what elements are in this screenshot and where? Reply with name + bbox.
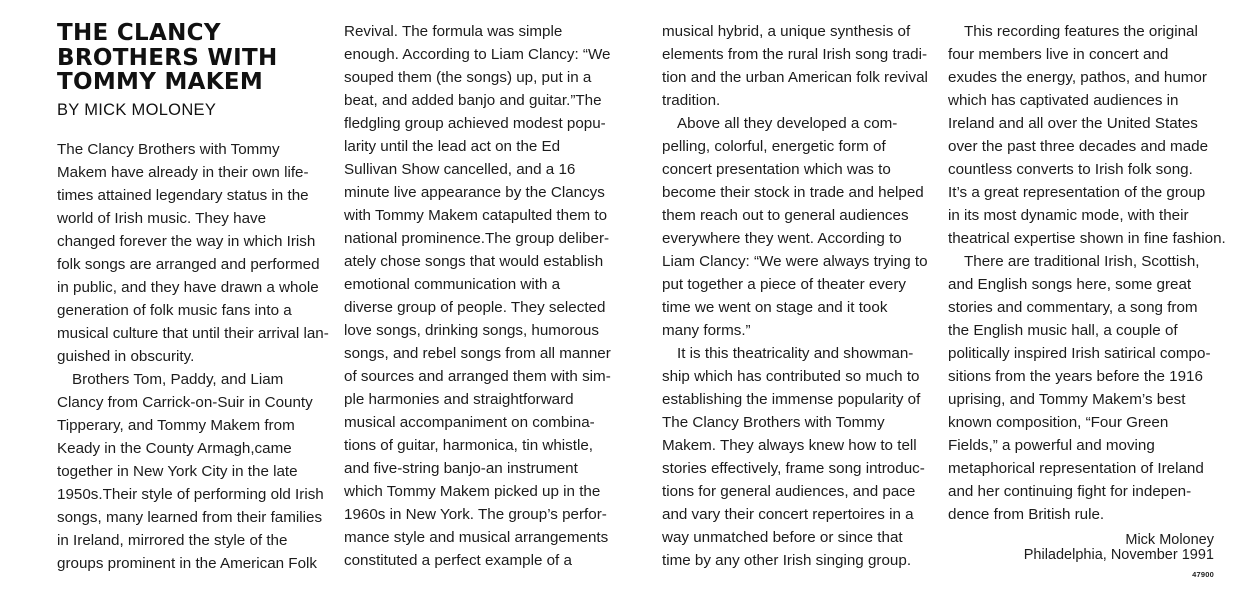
- text-line: everywhere they went. According to: [662, 230, 902, 247]
- text-line: constituted a perfect example of a: [344, 552, 572, 569]
- text-line: politically inspired Irish satirical compo-: [948, 345, 1211, 362]
- text-line: Brothers Tom, Paddy, and Liam: [72, 371, 284, 388]
- text-line: ship which has contributed so much to: [662, 368, 920, 385]
- text-line: elements from the rural Irish song tradi-: [662, 46, 928, 63]
- text-line: and vary their concert repertoires in a: [662, 506, 914, 523]
- text-line: musical accompaniment on combina-: [344, 414, 595, 431]
- text-line: guished in obscurity.: [57, 348, 195, 365]
- title-line: TOMMY MAKEM: [57, 69, 264, 95]
- text-line: concert presentation which was to: [662, 161, 891, 178]
- title-line: BROTHERS WITH: [57, 44, 278, 71]
- text-line: Tipperary, and Tommy Makem from: [57, 417, 295, 434]
- text-line: four members live in concert and: [948, 46, 1169, 63]
- signature-place: Philadelphia, November 1991: [1023, 547, 1214, 563]
- text-line: musical hybrid, a unique synthesis of: [662, 23, 911, 40]
- text-line: metaphorical representation of Ireland: [948, 460, 1204, 477]
- text-line: mance style and musical arrangements: [344, 529, 609, 546]
- text-line: beat, and added banjo and guitar.”The: [344, 92, 602, 109]
- text-line: Revival. The formula was simple: [344, 23, 563, 40]
- text-line: 1950s.Their style of performing old Irish: [57, 486, 324, 503]
- text-line: put together a piece of theater every: [662, 276, 907, 293]
- text-line: time we went on stage and it took: [662, 299, 888, 316]
- text-line: many forms.”: [662, 322, 751, 339]
- text-line: and English songs here, some great: [948, 276, 1192, 293]
- text-line: songs, many learned from their families: [57, 509, 323, 526]
- text-line: which Tommy Makem picked up in the: [344, 483, 601, 500]
- text-line: of sources and arranged them with sim-: [344, 368, 611, 385]
- text-line: national prominence.The group deliber-: [344, 230, 610, 247]
- text-line: and five-string banjo-an instrument: [344, 460, 578, 477]
- catalog-number: 47900: [1192, 570, 1214, 579]
- text-line: Makem. They always knew how to tell: [662, 437, 917, 454]
- text-line: generation of folk music fans into a: [57, 302, 292, 319]
- text-line: Keady in the County Armagh,came: [57, 440, 292, 457]
- text-line: enough. According to Liam Clancy: “We: [344, 46, 611, 63]
- text-line: over the past three decades and made: [948, 138, 1209, 155]
- title-line: THE CLANCY: [57, 20, 221, 46]
- signature-name: Mick Moloney: [1125, 532, 1214, 548]
- text-line: Clancy from Carrick-on-Suir in County: [57, 394, 313, 411]
- text-line: dence from British rule.: [948, 506, 1105, 523]
- text-line: musical culture that until their arrival lan-: [57, 325, 329, 342]
- text-line: theatrical expertise shown in fine fashion.: [948, 230, 1226, 247]
- text-line: which has captivated audiences in: [948, 92, 1179, 109]
- text-line: sitions from the years before the 1916: [948, 368, 1203, 385]
- text-line: known composition, “Four Green: [948, 414, 1169, 431]
- text-line: Ireland and all over the United States: [948, 115, 1198, 132]
- text-line: world of Irish music. They have: [57, 210, 267, 227]
- text-line: emotional communication with a: [344, 276, 561, 293]
- text-line: This recording features the original: [964, 23, 1198, 40]
- text-line: become their stock in trade and helped: [662, 184, 924, 201]
- text-line: pelling, colorful, energetic form of: [662, 138, 886, 155]
- text-line: the English music hall, a couple of: [948, 322, 1178, 339]
- text-line: groups prominent in the American Folk: [57, 555, 318, 572]
- text-line: ately chose songs that would establish: [344, 253, 604, 270]
- author-byline: BY MICK MOLONEY: [57, 101, 217, 119]
- text-line: diverse group of people. They selected: [344, 299, 606, 316]
- text-line: Sullivan Show cancelled, and a 16: [344, 161, 576, 178]
- text-line: in its most dynamic mode, with their: [948, 207, 1189, 224]
- text-line: and her continuing fight for indepen-: [948, 483, 1192, 500]
- text-line: Above all they developed a com-: [677, 115, 898, 132]
- text-line: minute live appearance by the Clancys: [344, 184, 605, 201]
- text-line: countless converts to Irish folk song.: [948, 161, 1193, 178]
- text-line: Fields,” a powerful and moving: [948, 437, 1155, 454]
- text-line: them reach out to general audiences: [662, 207, 909, 224]
- text-line: ple harmonies and straightforward: [344, 391, 574, 408]
- text-line: larity until the lead act on the Ed: [344, 138, 561, 155]
- text-line: fledgling group achieved modest popu-: [344, 115, 606, 132]
- text-line: songs, and rebel songs from all manner: [344, 345, 611, 362]
- text-line: stories effectively, frame song introduc-: [662, 460, 925, 477]
- article-title: [57, 21, 278, 95]
- text-line: time by any other Irish singing group.: [662, 552, 912, 569]
- text-line: souped them (the songs) up, put in a: [344, 69, 592, 86]
- text-line: uprising, and Tommy Makem’s best: [948, 391, 1186, 408]
- text-line: in public, and they have drawn a whole: [57, 279, 319, 296]
- text-line: It is this theatricality and showman-: [677, 345, 914, 362]
- text-line: together in New York City in the late: [57, 463, 298, 480]
- text-line: The Clancy Brothers with Tommy: [662, 414, 885, 431]
- text-line: exudes the energy, pathos, and humor: [948, 69, 1207, 86]
- text-line: There are traditional Irish, Scottish,: [964, 253, 1200, 270]
- text-line: 1960s in New York. The group’s perfor-: [344, 506, 607, 523]
- text-line: tions for general audiences, and pace: [662, 483, 916, 500]
- text-line: tradition.: [662, 92, 721, 109]
- text-line: way unmatched before or since that: [662, 529, 903, 546]
- text-line: stories and commentary, a song from: [948, 299, 1198, 316]
- text-line: changed forever the way in which Irish: [57, 233, 316, 250]
- text-line: in Ireland, mirrored the style of the: [57, 532, 288, 549]
- text-line: tion and the urban American folk revival: [662, 69, 928, 86]
- text-line: It’s a great representation of the group: [948, 184, 1206, 201]
- text-line: folk songs are arranged and performed: [57, 256, 320, 273]
- text-line: Liam Clancy: “We were always trying to: [662, 253, 928, 270]
- text-line: love songs, drinking songs, humorous: [344, 322, 599, 339]
- text-line: times attained legendary status in the: [57, 187, 309, 204]
- text-line: establishing the immense popularity of: [662, 391, 921, 408]
- text-line: with Tommy Makem catapulted them to: [344, 207, 608, 224]
- text-line: Makem have already in their own life-: [57, 164, 309, 181]
- text-line: The Clancy Brothers with Tommy: [57, 141, 280, 158]
- text-line: tions of guitar, harmonica, tin whistle,: [344, 437, 594, 454]
